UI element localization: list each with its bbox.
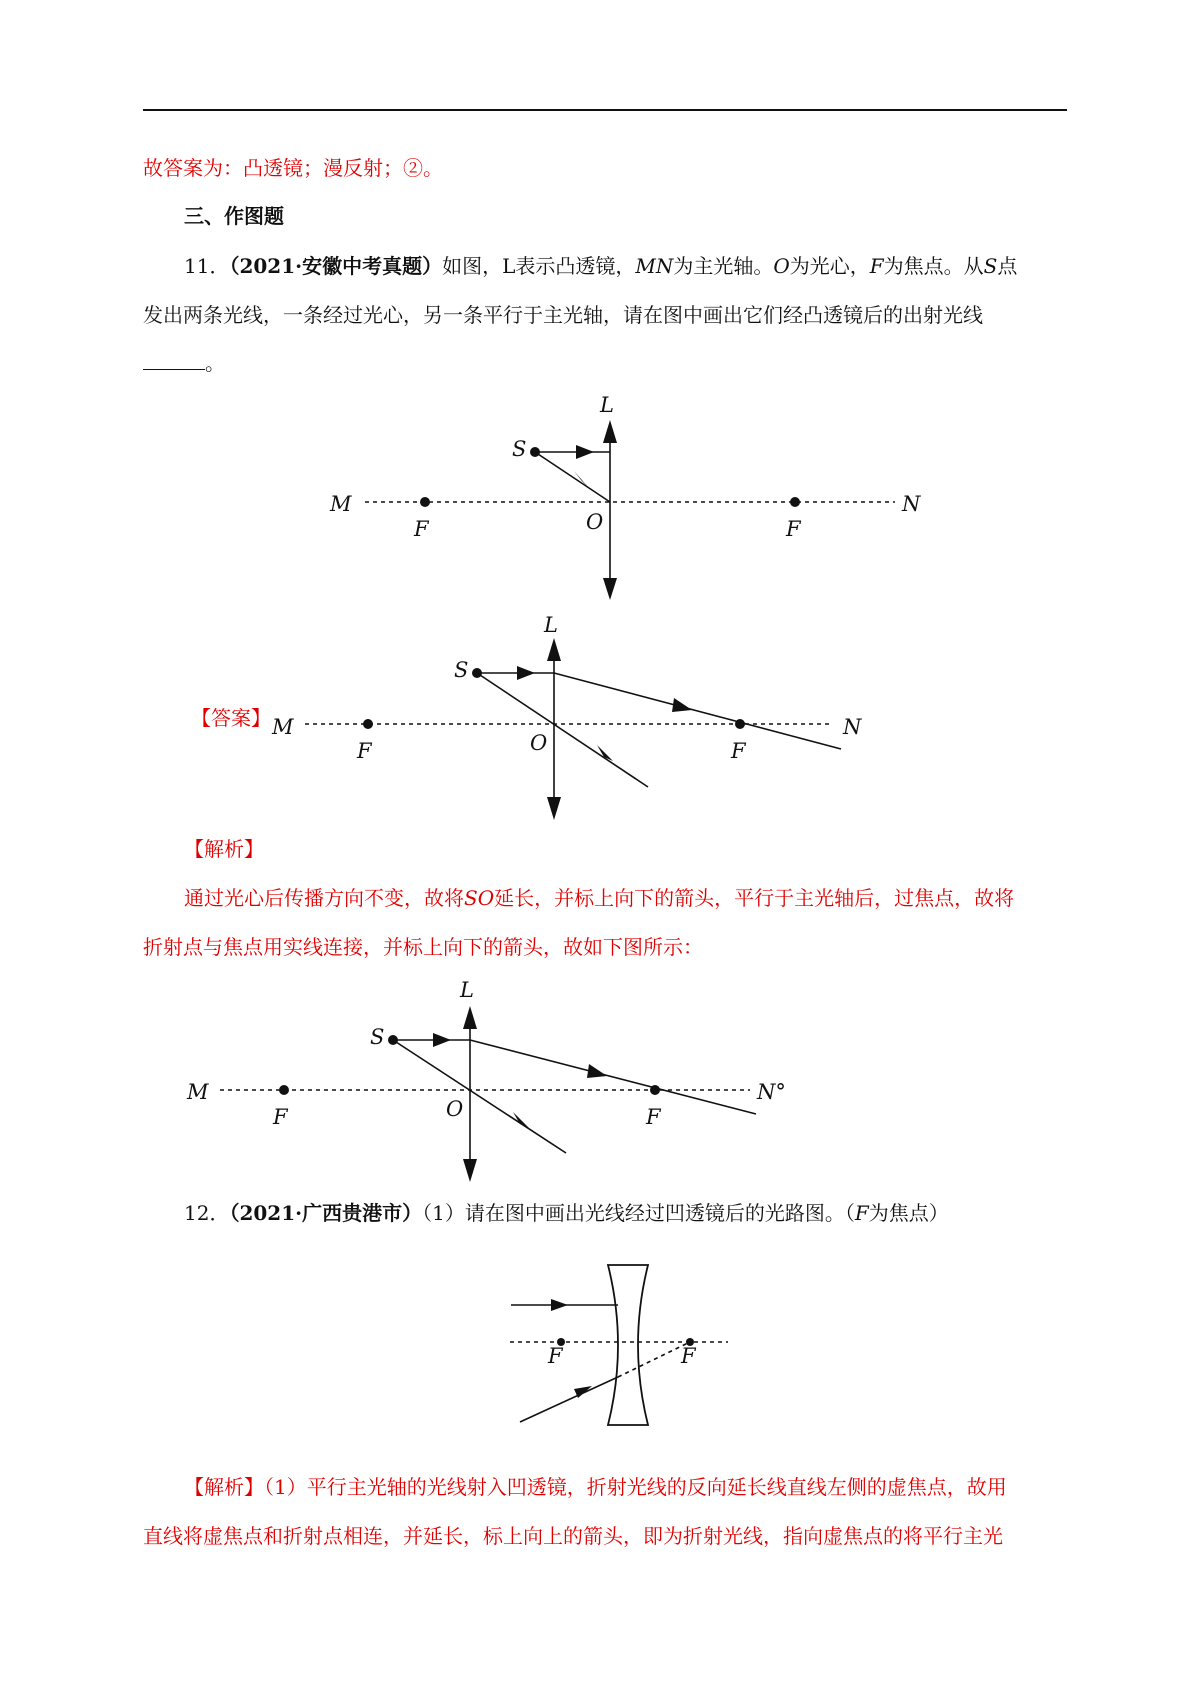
question-number: 12．	[184, 1201, 230, 1225]
question-11-line-3	[143, 349, 1067, 377]
q11-s: S	[983, 254, 998, 278]
analysis-11-a: 通过光心后传播方向不变，故将	[184, 886, 464, 910]
focus-left	[420, 497, 430, 507]
figure-answer-11	[260, 605, 880, 820]
q11-text-c: 为光心，	[789, 254, 870, 278]
analysis-12-line-2: 直线将虚焦点和折射点相连，并延长，标上向上的箭头，即为折射光线，指向虚焦点的将平行主光	[143, 1524, 1003, 1548]
lens-arrow-bottom	[603, 578, 617, 600]
ray-center	[535, 452, 610, 502]
label-f-left: F	[357, 739, 372, 763]
question-source: （2021·广西贵港市）	[229, 1201, 423, 1225]
answer-line: 故答案为：凸透镜；漫反射；②。	[143, 156, 443, 180]
section-heading: 三、作图题	[184, 204, 284, 228]
analysis-11-so: SO	[464, 886, 495, 910]
q12-text-b: 为焦点）	[868, 1201, 949, 1225]
label-l: L	[544, 613, 558, 637]
analysis-12-text-1: （1）平行主光轴的光线射入凹透镜，折射光线的反向延长线直线左侧的虚焦点，故用	[264, 1475, 1007, 1499]
label-l: L	[600, 393, 614, 417]
q11-mn: MN	[635, 254, 674, 278]
ray-through-center	[393, 1040, 566, 1153]
ray-parallel-arrow	[517, 666, 535, 680]
q12-f: F	[854, 1201, 869, 1225]
label-o: O	[586, 510, 604, 534]
header-rule	[143, 109, 1067, 111]
ray-parallel-arrow	[433, 1033, 451, 1047]
analysis-11-b: 延长，并标上向下的箭头，平行于主光轴后，过焦点，故将	[494, 886, 1015, 910]
focus-left	[279, 1085, 289, 1095]
q11-text-d: 为焦点。从	[883, 254, 984, 278]
analysis-11-line-1	[184, 884, 1108, 912]
label-o: O	[446, 1097, 464, 1121]
lens-arrow-bottom	[463, 1159, 477, 1182]
figure-question-12	[500, 1250, 740, 1440]
label-n: N	[843, 715, 862, 739]
q11-text-e: 点	[997, 254, 1018, 278]
label-s: S	[454, 658, 469, 682]
label-s: S	[512, 437, 527, 461]
label-f-left: F	[414, 517, 429, 541]
analysis-11-line-2: 折射点与焦点用实线连接，并标上向下的箭头，故如下图所示：	[143, 935, 703, 959]
label-f-right: F	[731, 739, 746, 763]
label-f-right: F	[646, 1105, 661, 1129]
incident-ray-to-focus	[520, 1377, 618, 1422]
label-m: M	[330, 492, 352, 516]
refracted-ray-arrow	[587, 1064, 607, 1078]
q11-line3-end: 。	[205, 351, 225, 375]
answer-tag: 【答案】	[191, 706, 271, 730]
label-o: O	[530, 731, 548, 755]
lens-arrow-top	[463, 1006, 477, 1029]
incident-arrow-1	[551, 1299, 568, 1311]
refracted-ray-arrow	[672, 698, 692, 712]
ray-parallel-arrow	[576, 445, 594, 459]
q11-f: F	[869, 254, 884, 278]
label-n: N	[902, 492, 921, 516]
label-s: S	[370, 1025, 385, 1049]
q11-text-a: 如图，L表示凸透镜，	[442, 254, 636, 278]
label-n: N°	[757, 1080, 786, 1104]
label-m: M	[272, 715, 294, 739]
concave-lens	[608, 1265, 648, 1425]
focus-right	[790, 497, 800, 507]
answer-blank	[143, 351, 205, 370]
label-f-right: F	[786, 517, 801, 541]
label-m: M	[187, 1080, 209, 1104]
label-l: L	[460, 978, 474, 1002]
figure-analysis-11	[180, 972, 800, 1187]
lens-arrow-top	[547, 638, 561, 661]
question-source: （2021·安徽中考真题）	[229, 254, 443, 278]
refracted-ray	[470, 1040, 756, 1114]
q12-text-a: （1）请在图中画出光线经过凹透镜后的光路图。（	[422, 1201, 855, 1225]
extension-line	[618, 1342, 690, 1377]
focus-left	[363, 719, 373, 729]
lens-arrow-top	[603, 420, 617, 443]
ray-through-center	[477, 673, 648, 787]
analysis-tag: 【解析】	[184, 837, 264, 861]
lens-arrow-bottom	[547, 797, 561, 820]
analysis-12-line-1	[184, 1473, 1108, 1501]
refracted-ray	[554, 673, 841, 749]
q11-o: O	[773, 254, 790, 278]
q11-text-b: 为主光轴。	[673, 254, 774, 278]
figure-question-11	[300, 390, 940, 600]
question-11-line-1	[184, 252, 1108, 280]
question-11-line-2: 发出两条光线，一条经过光心，另一条平行于主光轴，请在图中画出它们经凸透镜后的出射光线	[143, 303, 983, 327]
analysis-12-tag: 【解析】	[184, 1475, 264, 1499]
question-12-line-1	[184, 1199, 1108, 1227]
question-number: 11．	[184, 254, 230, 278]
label-f-left: F	[273, 1105, 288, 1129]
label-f-right: F	[681, 1344, 696, 1368]
label-f-left: F	[548, 1344, 563, 1368]
